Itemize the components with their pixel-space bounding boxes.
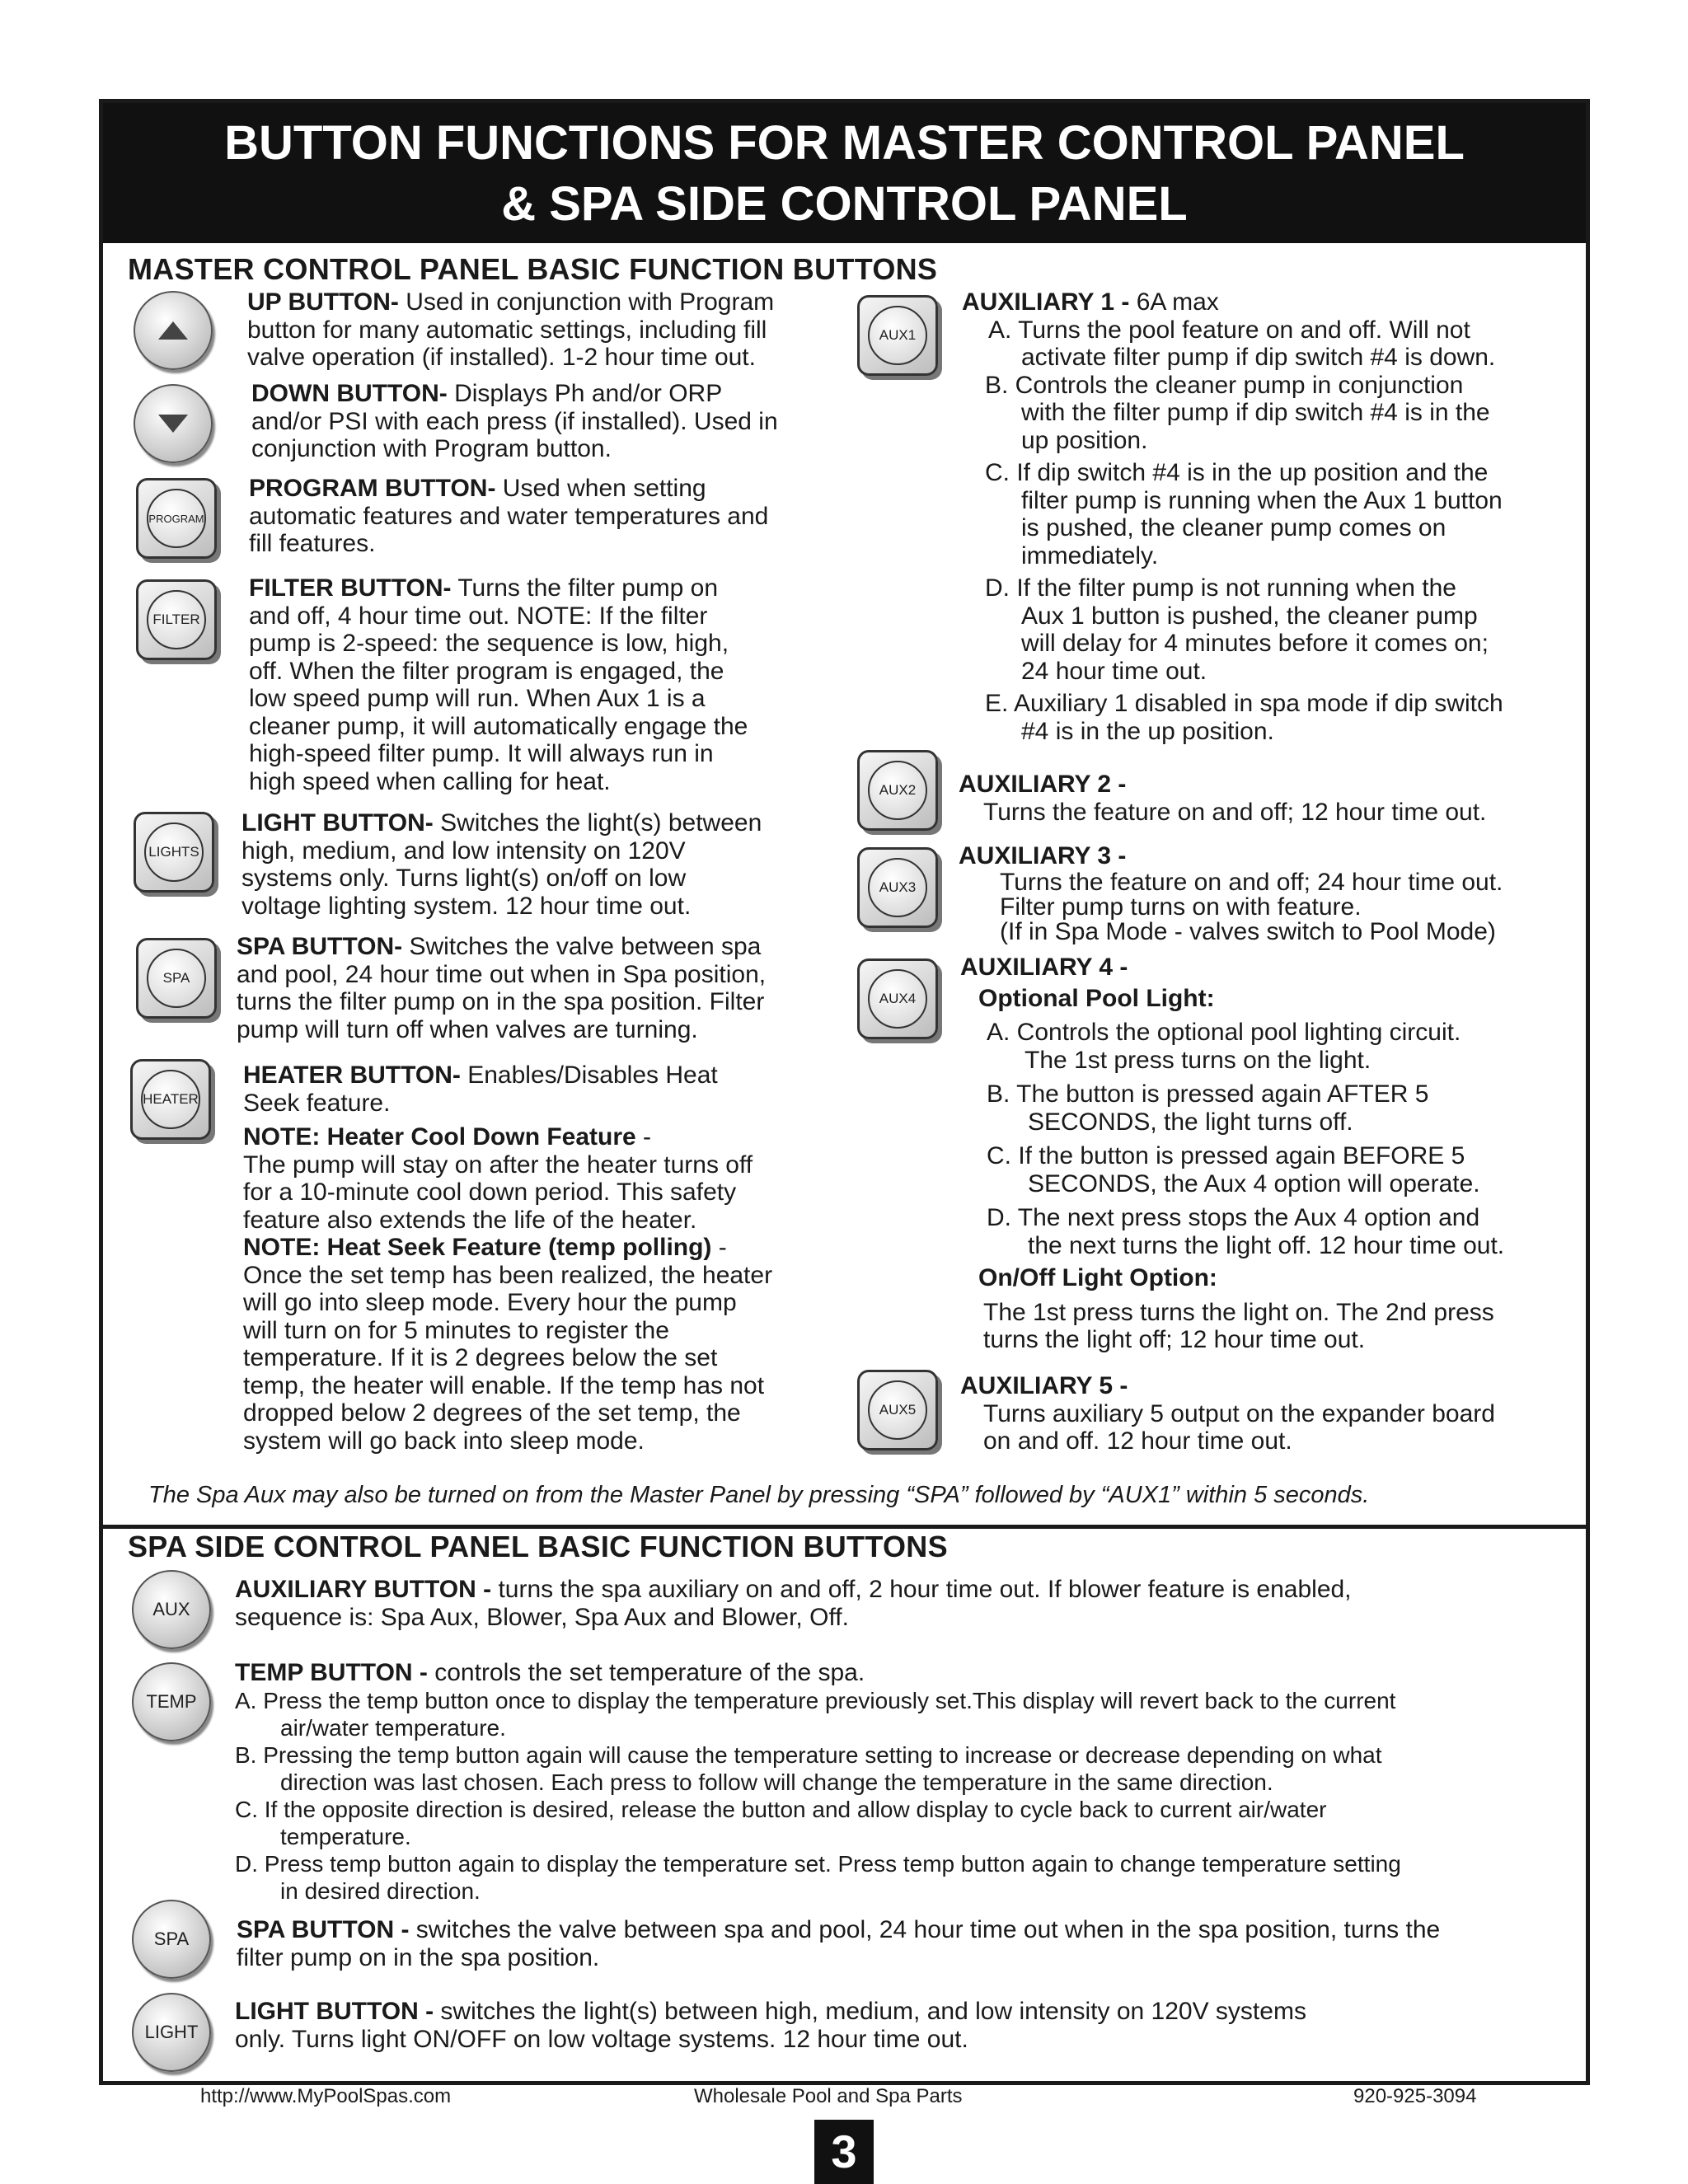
lights-button-icon: LIGHTS	[134, 812, 214, 893]
footer-center: Wholesale Pool and Spa Parts	[694, 2085, 963, 2107]
spa-button-icon: SPA	[136, 938, 217, 1019]
filter-button-icon: FILTER	[136, 579, 217, 660]
program-button-description: PROGRAM BUTTON- Used when setting automatic features and water temperatures and fill features.	[249, 475, 769, 557]
spa-temp-button-icon: TEMP	[132, 1662, 211, 1741]
aux2-description: AUXILIARY 2 - Turns the feature on and off; 12 hour time out.	[959, 771, 1487, 826]
aux3-button-icon: AUX3	[857, 847, 938, 928]
aux1-button-icon: AUX1	[857, 295, 938, 376]
program-button-icon: PROGRAM	[136, 478, 217, 559]
section-divider	[103, 1525, 1586, 1529]
footer-url[interactable]: http://www.MyPoolSpas.com	[200, 2085, 452, 2107]
master-section-title: MASTER CONTROL PANEL BASIC FUNCTION BUTTONS	[128, 252, 938, 286]
spa-temp-description: TEMP BUTTON - controls the set temperature of the spa. A. Press the temp button once to display the temperature previously set.This display will revert back to the current air/water temperature. B. Pressing the temp button again will cause the temperature setting to increase or decrease depending on what direction was last chosen. Each press to follow will change the temperature in the same direction. C. If the opposite direction is desired, release the button and allow display to cycle back to current air/water temperature. D. Press temp button again to display the temperature set. Press temp button again to change temperature setting in desired direction.	[235, 1659, 1401, 1904]
footer-phone: 920-925-3094	[1353, 2085, 1477, 2107]
spa-button-description: SPA BUTTON- Switches the valve between spa and pool, 24 hour time out when in Spa position, turns the filter pump on in the spa position. Filter pump will turn off when valves are turning.	[237, 933, 767, 1043]
aux5-button-icon: AUX5	[857, 1370, 938, 1451]
page-title	[103, 103, 1586, 243]
aux4-description: AUXILIARY 4 - Optional Pool Light: A. Controls the optional pool lighting circuit. The 1st press turns on the light. B. The button is pressed again AFTER 5 SECONDS, the light turns off. C. If the button is pressed again BEFORE 5 SECONDS, the Aux 4 option will operate. D. The next press stops the Aux 4 option and the next turns the light off. 12 hour time out. On/Off Light Option: The 1st press turns the light on. The 2nd press turns the light off; 12 hour time out.	[960, 954, 1505, 1353]
down-button-icon	[134, 384, 213, 463]
up-button-icon	[134, 291, 213, 370]
light-button-description: LIGHT BUTTON- Switches the light(s) between high, medium, and low intensity on 120V systems only. Turns light(s) on/off on low voltage lighting system. 12 hour time out.	[241, 809, 762, 920]
aux1-description: AUXILIARY 1 - 6A max A. Turns the pool feature on and off. Will not activate filter pump if dip switch #4 is down. B. Controls the cleaner pump in conjunction with the filter pump if dip switch #4 is in the up position. C. If dip switch #4 is in the up position and the filter pump is running when the Aux 1 button is pushed, the cleaner pump comes on immediately. D. If the filter pump is not running when the Aux 1 button is pushed, the cleaner pump will delay for 4 minutes before it comes on; 24 hour time out. E. Auxiliary 1 disabled in spa mode if dip switch #4 is in the up position.	[962, 288, 1503, 745]
aux5-description: AUXILIARY 5 - Turns auxiliary 5 output on the expander board on and off. 12 hour time out.	[960, 1372, 1495, 1455]
aux2-button-icon: AUX2	[857, 750, 938, 831]
filter-button-description: FILTER BUTTON- Turns the filter pump on and off, 4 hour time out. NOTE: If the filter pump is 2-speed: the sequence is low, high, off. When the filter program is engaged, the low speed pump will run. When Aux 1 is a cleaner pump, it will automatically engage the high-speed filter pump. It will always run in high speed when calling for heat.	[249, 574, 748, 795]
page-number: 3	[814, 2120, 874, 2184]
spa-side-spa-button-icon: SPA	[132, 1900, 211, 1979]
aux4-button-icon: AUX4	[857, 958, 938, 1039]
heater-button-icon: HEATER	[130, 1059, 211, 1140]
spa-aux-description: AUXILIARY BUTTON - turns the spa auxiliary on and off, 2 hour time out. If blower feature is enabled, sequence is: Spa Aux, Blower, Spa Aux and Blower, Off.	[235, 1576, 1352, 1631]
aux3-description: AUXILIARY 3 - Turns the feature on and off; 24 hour time out. Filter pump turns on with feature. (If in Spa Mode - valves switch to Pool Mode)	[959, 842, 1503, 945]
down-button-description: DOWN BUTTON- Displays Ph and/or ORP and/or PSI with each press (if installed). Used in conjunction with Program button.	[251, 380, 778, 462]
spa-side-spa-description: SPA BUTTON - switches the valve between spa and pool, 24 hour time out when in the spa position, turns the filter pump on in the spa position.	[237, 1916, 1441, 1971]
master-panel-note: The Spa Aux may also be turned on from the Master Panel by pressing “SPA” followed by “AUX1” within 5 seconds.	[148, 1482, 1370, 1508]
spa-light-description: LIGHT BUTTON - switches the light(s) between high, medium, and low intensity on 120V systems only. Turns light ON/OFF on low voltage systems. 12 hour time out.	[235, 1998, 1306, 2053]
title-line-1: BUTTON FUNCTIONS FOR MASTER CONTROL PANEL	[224, 116, 1465, 170]
up-button-description: UP BUTTON- Used in conjunction with Program button for many automatic settings, including fill valve operation (if installed). 1-2 hour time out.	[247, 288, 775, 371]
spa-aux-button-icon: AUX	[132, 1570, 211, 1649]
title-line-2: & SPA SIDE CONTROL PANEL	[501, 177, 1188, 231]
side-section-title: SPA SIDE CONTROL PANEL BASIC FUNCTION BUTTONS	[128, 1530, 948, 1563]
heater-button-description: HEATER BUTTON- Enables/Disables Heat Seek feature. NOTE: Heater Cool Down Feature - The pump will stay on after the heater turns off for a 10-minute cool down period. This safety feature also extends the life of the heater. NOTE: Heat Seek Feature (temp polling) - Once the set temp has been realized, the heater will go into sleep mode. Every hour the pump will turn on for 5 minutes to register the temperature. If it is 2 degrees below the set temp, the heater will enable. If the temp has not dropped below 2 degrees of the set temp, the system will go back into sleep mode.	[243, 1062, 773, 1455]
spa-light-button-icon: LIGHT	[132, 1993, 211, 2072]
